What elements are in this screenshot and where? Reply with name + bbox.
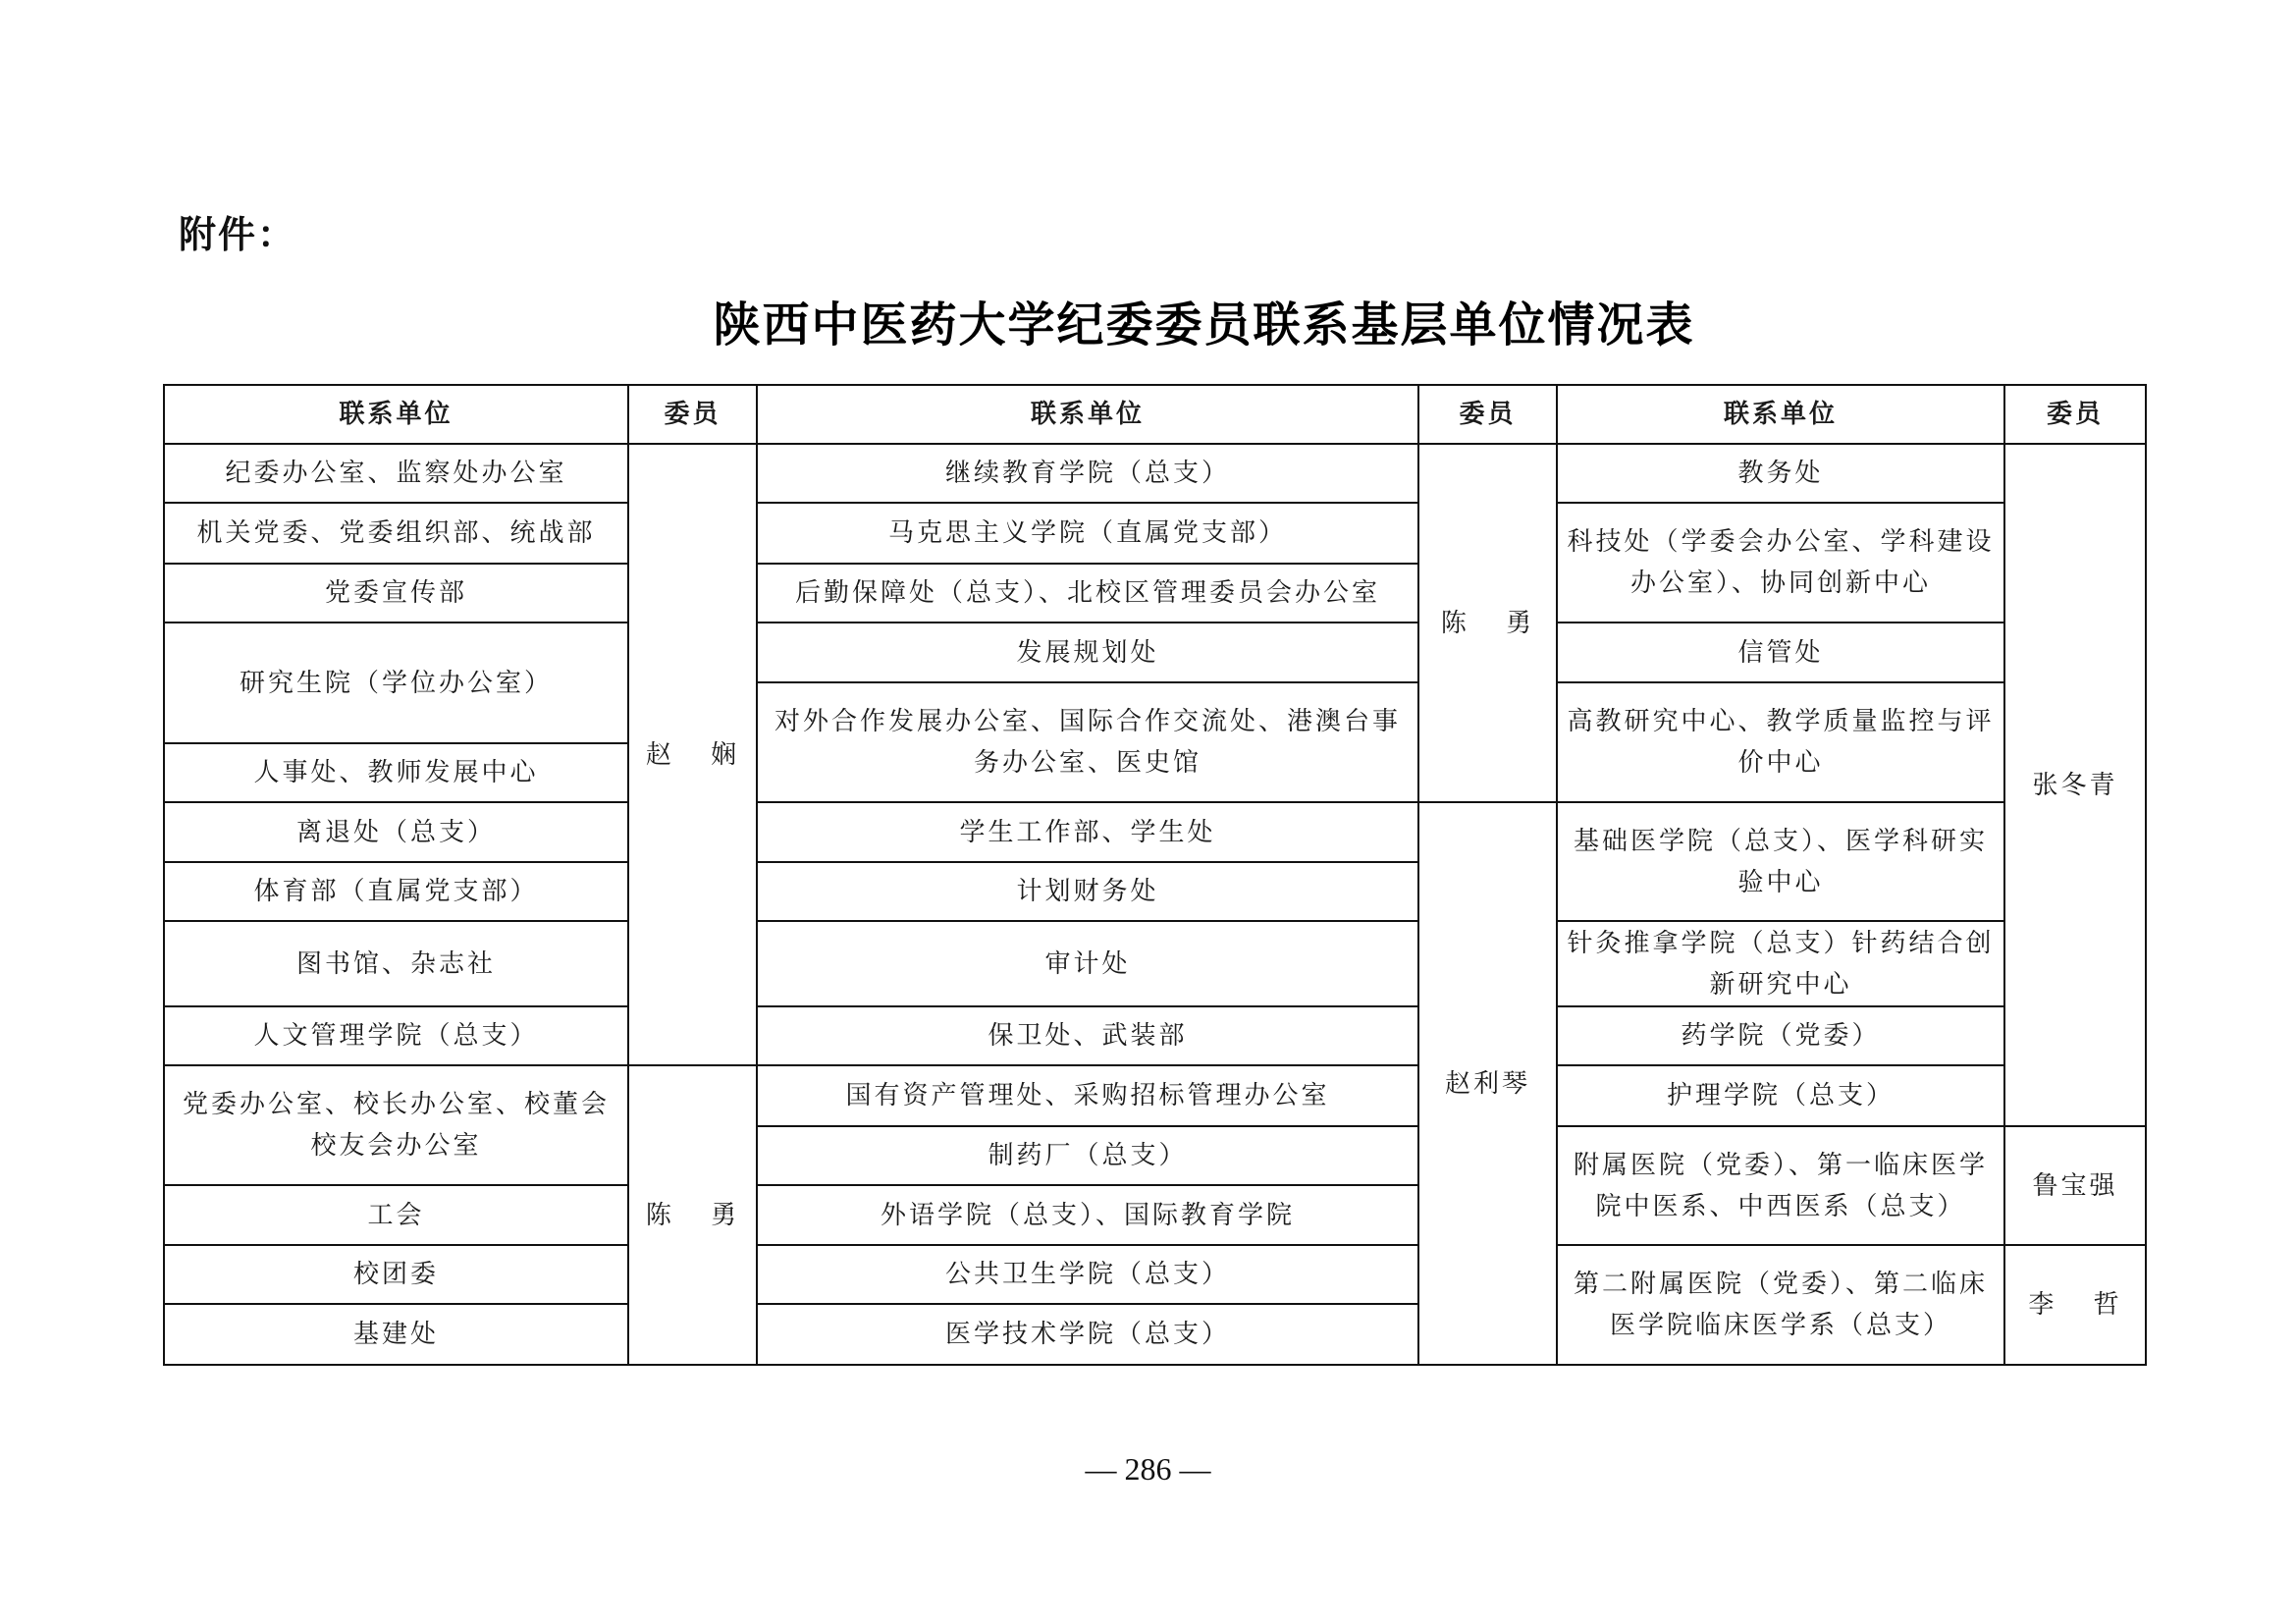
table-row — [164, 444, 2146, 503]
unit-cell: 公共卫生学院（总支） — [757, 1245, 1418, 1304]
unit-cell: 体育部（直属党支部） — [164, 862, 628, 921]
unit-cell: 基础医学院（总支）、医学科研实验中心 — [1557, 802, 2004, 921]
table-row — [164, 921, 2146, 1006]
unit-cell: 机关党委、党委组织部、统战部 — [164, 503, 628, 564]
table-row — [164, 802, 2146, 862]
member-cell: 陈 勇 — [1418, 444, 1557, 802]
unit-cell: 研究生院（学位办公室） — [164, 623, 628, 743]
unit-cell: 制药厂（总支） — [757, 1126, 1418, 1185]
member-cell: 张冬青 — [2004, 444, 2146, 1126]
page-number: — 286 — — [1085, 1451, 1211, 1487]
unit-cell: 针灸推拿学院（总支）针药结合创新研究中心 — [1557, 921, 2004, 1006]
unit-cell: 后勤保障处（总支）、北校区管理委员会办公室 — [757, 564, 1418, 623]
table-row — [164, 1006, 2146, 1065]
unit-cell: 国有资产管理处、采购招标管理办公室 — [757, 1065, 1418, 1126]
header-unit: 联系单位 — [757, 385, 1418, 444]
header-member: 委员 — [2004, 385, 2146, 444]
header-member: 委员 — [1418, 385, 1557, 444]
unit-cell: 医学技术学院（总支） — [757, 1304, 1418, 1365]
unit-cell: 基建处 — [164, 1304, 628, 1365]
header-member: 委员 — [628, 385, 757, 444]
unit-cell: 外语学院（总支）、国际教育学院 — [757, 1185, 1418, 1245]
unit-cell: 审计处 — [757, 921, 1418, 1006]
unit-cell: 校团委 — [164, 1245, 628, 1304]
header-row — [164, 385, 2146, 444]
unit-cell: 发展规划处 — [757, 623, 1418, 682]
header-unit: 联系单位 — [164, 385, 628, 444]
unit-cell: 附属医院（党委）、第一临床医学院中医系、中西医系（总支） — [1557, 1126, 2004, 1245]
table-row — [164, 623, 2146, 682]
unit-cell: 纪委办公室、监察处办公室 — [164, 444, 628, 503]
unit-cell: 高教研究中心、教学质量监控与评价中心 — [1557, 682, 2004, 802]
unit-cell: 保卫处、武装部 — [757, 1006, 1418, 1065]
unit-cell: 学生工作部、学生处 — [757, 802, 1418, 862]
table-row — [164, 1245, 2146, 1304]
unit-cell: 计划财务处 — [757, 862, 1418, 921]
unit-cell: 党委宣传部 — [164, 564, 628, 623]
unit-cell: 科技处（学委会办公室、学科建设办公室）、协同创新中心 — [1557, 503, 2004, 623]
member-cell: 李 哲 — [2004, 1245, 2146, 1365]
unit-cell: 护理学院（总支） — [1557, 1065, 2004, 1126]
header-unit: 联系单位 — [1557, 385, 2004, 444]
member-cell: 陈 勇 — [628, 1065, 757, 1365]
unit-cell: 教务处 — [1557, 444, 2004, 503]
unit-cell: 党委办公室、校长办公室、校董会校友会办公室 — [164, 1065, 628, 1185]
unit-cell: 马克思主义学院（直属党支部） — [757, 503, 1418, 564]
unit-cell: 人文管理学院（总支） — [164, 1006, 628, 1065]
unit-cell: 药学院（党委） — [1557, 1006, 2004, 1065]
unit-cell: 第二附属医院（党委）、第二临床医学院临床医学系（总支） — [1557, 1245, 2004, 1365]
table-row — [164, 1065, 2146, 1126]
unit-cell: 信管处 — [1557, 623, 2004, 682]
table-row — [164, 503, 2146, 564]
member-cell: 赵利琴 — [1418, 802, 1557, 1365]
document-title: 陕西中医药大学纪委委员联系基层单位情况表 — [713, 298, 1695, 352]
unit-cell: 图书馆、杂志社 — [164, 921, 628, 1006]
unit-cell: 继续教育学院（总支） — [757, 444, 1418, 503]
unit-cell: 离退处（总支） — [164, 802, 628, 862]
unit-cell: 人事处、教师发展中心 — [164, 743, 628, 802]
member-cell: 赵 娴 — [628, 444, 757, 1065]
member-cell: 鲁宝强 — [2004, 1126, 2146, 1245]
unit-cell: 对外合作发展办公室、国际合作交流处、港澳台事务办公室、医史馆 — [757, 682, 1418, 802]
liaison-table — [163, 384, 2147, 1366]
attachment-label: 附件： — [179, 213, 297, 256]
unit-cell: 工会 — [164, 1185, 628, 1245]
